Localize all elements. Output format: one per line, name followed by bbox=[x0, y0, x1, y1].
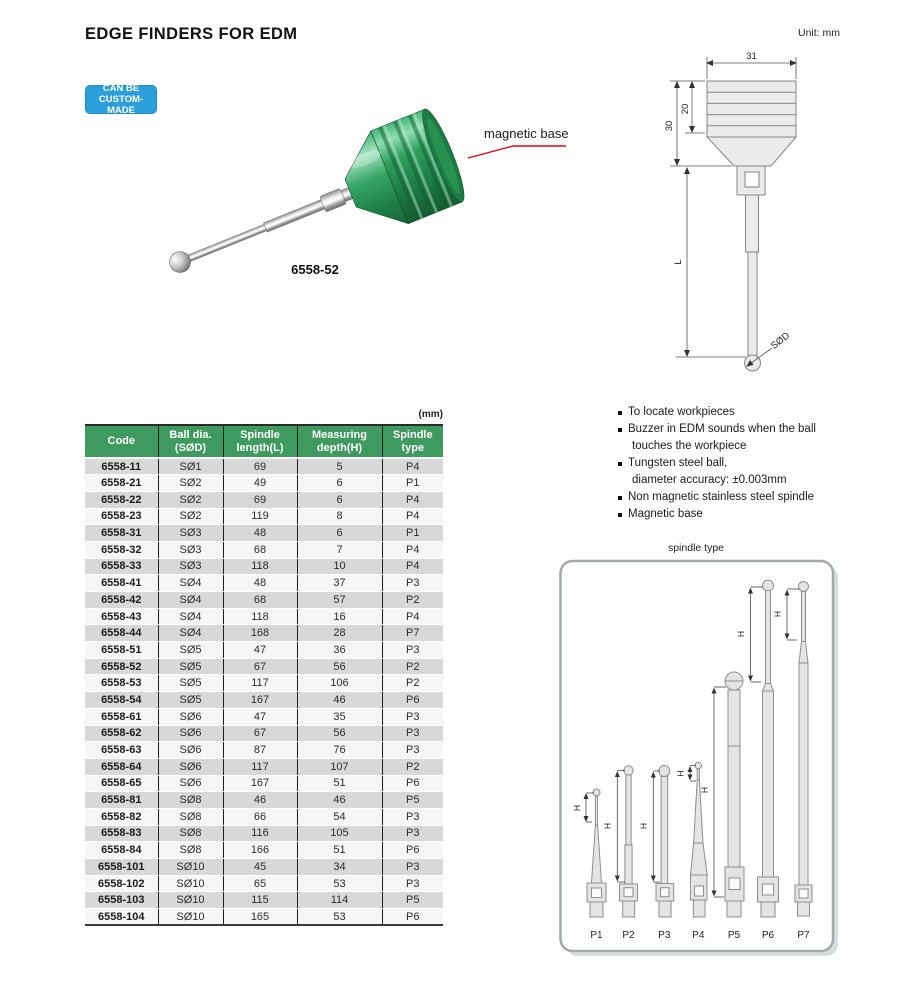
table-cell: P3 bbox=[382, 808, 443, 825]
drawing-ball bbox=[745, 355, 761, 371]
table-cell: SØ6 bbox=[158, 725, 223, 742]
spindle-label-p7: P7 bbox=[797, 930, 810, 941]
table-row bbox=[85, 692, 443, 709]
table-cell: 48 bbox=[223, 575, 297, 592]
badge-line1: CAN BE bbox=[102, 83, 140, 94]
table-cell: P4 bbox=[382, 541, 443, 558]
table-cell: 10 bbox=[297, 558, 382, 575]
table-cell: 118 bbox=[223, 558, 297, 575]
table-cell: 6558-44 bbox=[85, 625, 158, 642]
table-cell: SØ10 bbox=[158, 909, 223, 926]
bullet-square-icon bbox=[618, 513, 622, 517]
table-cell: 8 bbox=[297, 508, 382, 525]
spindle-label-p6: P6 bbox=[761, 930, 775, 941]
table-cell: 6558-42 bbox=[85, 592, 158, 609]
column-header: Ball dia. (SØD) bbox=[158, 425, 223, 458]
table-cell: 69 bbox=[223, 458, 297, 475]
table-cell: SØ4 bbox=[158, 608, 223, 625]
table-cell: SØ3 bbox=[158, 558, 223, 575]
table-cell: SØ2 bbox=[158, 475, 223, 492]
table-row bbox=[85, 892, 443, 909]
bullet-square-icon bbox=[618, 428, 622, 432]
feature-item: Non magnetic stainless steel spindle bbox=[618, 489, 896, 506]
table-cell: P2 bbox=[382, 675, 443, 692]
dimension-drawing bbox=[630, 45, 900, 385]
table-cell: 51 bbox=[297, 775, 382, 792]
table-row bbox=[85, 642, 443, 659]
bullet-square-icon bbox=[618, 496, 622, 500]
table-row bbox=[85, 758, 443, 775]
feature-item: Buzzer in EDM sounds when the ball touches the workpiece bbox=[618, 421, 896, 455]
table-row bbox=[85, 558, 443, 575]
drawing-base-body bbox=[707, 81, 796, 137]
table-cell: 6558-11 bbox=[85, 458, 158, 475]
table-cell: 5 bbox=[297, 458, 382, 475]
table-cell: 54 bbox=[297, 808, 382, 825]
bullet-square-icon bbox=[618, 411, 622, 415]
table-cell: SØ6 bbox=[158, 708, 223, 725]
table-row bbox=[85, 625, 443, 642]
table-cell: SØ10 bbox=[158, 859, 223, 876]
magnetic-base-callout: magnetic base bbox=[484, 126, 569, 141]
table-row bbox=[85, 541, 443, 558]
table-cell: 6558-53 bbox=[85, 675, 158, 692]
table-row bbox=[85, 675, 443, 692]
table-cell: 6558-23 bbox=[85, 508, 158, 525]
table-cell: P4 bbox=[382, 508, 443, 525]
table-cell: SØ4 bbox=[158, 625, 223, 642]
table-cell: 106 bbox=[297, 675, 382, 692]
table-cell: SØ8 bbox=[158, 792, 223, 809]
h-label-p5: H bbox=[699, 786, 710, 794]
table-cell: 6558-51 bbox=[85, 642, 158, 659]
table-cell: 167 bbox=[223, 692, 297, 709]
table-cell: 51 bbox=[297, 842, 382, 859]
table-cell: 6558-61 bbox=[85, 708, 158, 725]
table-cell: 6558-21 bbox=[85, 475, 158, 492]
spindle-type-panel bbox=[548, 535, 848, 965]
table-row bbox=[85, 508, 443, 525]
table-cell: P5 bbox=[382, 792, 443, 809]
table-cell: 68 bbox=[223, 592, 297, 609]
drawing-collar-window bbox=[745, 172, 759, 187]
dim-label-20: 20 bbox=[680, 103, 691, 115]
table-cell: 87 bbox=[223, 742, 297, 759]
spindle-label-p4: P4 bbox=[692, 930, 705, 941]
table-cell: P4 bbox=[382, 458, 443, 475]
table-cell: 36 bbox=[297, 642, 382, 659]
dim-label-31: 31 bbox=[746, 51, 757, 62]
table-cell: SØ8 bbox=[158, 842, 223, 859]
table-cell: 46 bbox=[297, 792, 382, 809]
unit-label: Unit: mm bbox=[798, 27, 840, 39]
table-cell: SØ8 bbox=[158, 825, 223, 842]
table-cell: 46 bbox=[223, 792, 297, 809]
table-cell: P3 bbox=[382, 708, 443, 725]
table-cell: 47 bbox=[223, 642, 297, 659]
table-cell: 6558-81 bbox=[85, 792, 158, 809]
h-label-p3: H bbox=[638, 822, 649, 830]
table-row bbox=[85, 842, 443, 859]
table-cell: 69 bbox=[223, 491, 297, 508]
feature-list bbox=[618, 404, 896, 523]
table-cell: 168 bbox=[223, 625, 297, 642]
table-cell: P6 bbox=[382, 775, 443, 792]
table-cell: 119 bbox=[223, 508, 297, 525]
table-cell: 6 bbox=[297, 491, 382, 508]
table-cell: 6 bbox=[297, 475, 382, 492]
table-cell: 6558-82 bbox=[85, 808, 158, 825]
table-cell: P1 bbox=[382, 525, 443, 542]
table-cell: 7 bbox=[297, 541, 382, 558]
table-cell: SØ3 bbox=[158, 541, 223, 558]
table-cell: P3 bbox=[382, 825, 443, 842]
feature-item: Tungsten steel ball, diameter accuracy: ±0.003mm bbox=[618, 455, 896, 489]
column-header: Code bbox=[85, 425, 158, 458]
page-title: EDGE FINDERS FOR EDM bbox=[85, 25, 298, 43]
table-head-row bbox=[85, 425, 443, 458]
table-cell: P4 bbox=[382, 558, 443, 575]
table-cell: 65 bbox=[223, 875, 297, 892]
table-cell: 167 bbox=[223, 775, 297, 792]
callout-leader-line bbox=[468, 146, 566, 158]
table-cell: 53 bbox=[297, 875, 382, 892]
spindle-label-p3: P3 bbox=[658, 930, 671, 941]
product-code-caption: 6558-52 bbox=[291, 262, 339, 277]
table-cell: 6558-101 bbox=[85, 859, 158, 876]
table-cell: 6558-63 bbox=[85, 742, 158, 759]
table-row bbox=[85, 658, 443, 675]
table-cell: 57 bbox=[297, 592, 382, 609]
table-cell: 6558-41 bbox=[85, 575, 158, 592]
table-row bbox=[85, 608, 443, 625]
table-cell: 6558-43 bbox=[85, 608, 158, 625]
table-cell: 67 bbox=[223, 725, 297, 742]
table-cell: 6 bbox=[297, 525, 382, 542]
table-cell: P6 bbox=[382, 692, 443, 709]
table-cell: 117 bbox=[223, 675, 297, 692]
table-cell: SØ2 bbox=[158, 491, 223, 508]
h-label-p7: H bbox=[772, 610, 783, 618]
table-cell: P2 bbox=[382, 592, 443, 609]
table-row bbox=[85, 458, 443, 475]
spindle-panel-title: spindle type bbox=[667, 542, 725, 554]
spindle-shaft-mid bbox=[263, 200, 324, 232]
dim-label-ball: SØD bbox=[768, 330, 792, 352]
table-cell: 166 bbox=[223, 842, 297, 859]
table-cell: SØ5 bbox=[158, 692, 223, 709]
h-label-p1: H bbox=[572, 804, 582, 812]
table-row bbox=[85, 475, 443, 492]
table-cell: P6 bbox=[382, 842, 443, 859]
table-cell: SØ10 bbox=[158, 875, 223, 892]
drawing-shaft-lower bbox=[748, 252, 757, 356]
table-cell: P4 bbox=[382, 608, 443, 625]
table-cell: 48 bbox=[223, 525, 297, 542]
table-cell: SØ10 bbox=[158, 892, 223, 909]
table-cell: SØ6 bbox=[158, 758, 223, 775]
table-cell: SØ6 bbox=[158, 742, 223, 759]
table-cell: 46 bbox=[297, 692, 382, 709]
table-cell: P4 bbox=[382, 491, 443, 508]
table-cell: SØ4 bbox=[158, 575, 223, 592]
table-cell: 114 bbox=[297, 892, 382, 909]
table-cell: 49 bbox=[223, 475, 297, 492]
table-body bbox=[85, 458, 443, 925]
table-cell: 6558-31 bbox=[85, 525, 158, 542]
h-label-p2: H bbox=[602, 822, 613, 830]
table-cell: P3 bbox=[382, 575, 443, 592]
table-unit-note: (mm) bbox=[418, 409, 443, 420]
table-cell: 6558-22 bbox=[85, 491, 158, 508]
feature-item: To locate workpieces bbox=[618, 404, 896, 421]
table-cell: SØ8 bbox=[158, 808, 223, 825]
table-cell: P6 bbox=[382, 909, 443, 926]
table-cell: 35 bbox=[297, 708, 382, 725]
table-cell: P3 bbox=[382, 725, 443, 742]
table-row bbox=[85, 725, 443, 742]
table-cell: SØ6 bbox=[158, 775, 223, 792]
table-cell: P3 bbox=[382, 742, 443, 759]
table-cell: 118 bbox=[223, 608, 297, 625]
drawing-base-taper bbox=[707, 137, 796, 166]
table-cell: P3 bbox=[382, 642, 443, 659]
table-cell: 6558-84 bbox=[85, 842, 158, 859]
drawing-shaft-upper bbox=[746, 195, 759, 252]
table-cell: 6558-52 bbox=[85, 658, 158, 675]
table-row bbox=[85, 575, 443, 592]
table-cell: P3 bbox=[382, 875, 443, 892]
table-cell: 16 bbox=[297, 608, 382, 625]
table-cell: 34 bbox=[297, 859, 382, 876]
table-cell: 105 bbox=[297, 825, 382, 842]
column-header: Spindle type bbox=[382, 425, 443, 458]
product-photo bbox=[110, 80, 610, 290]
dim-label-L: L bbox=[673, 259, 684, 265]
column-header: Measuring depth(H) bbox=[297, 425, 382, 458]
badge-line2: CUSTOM-MADE bbox=[98, 94, 144, 116]
table-cell: 6558-104 bbox=[85, 909, 158, 926]
table-cell: 47 bbox=[223, 708, 297, 725]
bullet-square-icon bbox=[618, 462, 622, 466]
table-cell: SØ5 bbox=[158, 675, 223, 692]
table-row bbox=[85, 909, 443, 926]
table-row bbox=[85, 775, 443, 792]
table-cell: 6558-103 bbox=[85, 892, 158, 909]
table-cell: 56 bbox=[297, 725, 382, 742]
h-label-p4: H bbox=[675, 770, 686, 777]
h-label-p6: H bbox=[736, 630, 746, 638]
table-cell: P1 bbox=[382, 475, 443, 492]
table-cell: 117 bbox=[223, 758, 297, 775]
table-cell: 6558-32 bbox=[85, 541, 158, 558]
table-cell: 37 bbox=[297, 575, 382, 592]
spindle-shaft-tip bbox=[188, 224, 267, 261]
contact-ball bbox=[166, 248, 193, 275]
table-cell: SØ5 bbox=[158, 658, 223, 675]
table-cell: 6558-83 bbox=[85, 825, 158, 842]
table-row bbox=[85, 808, 443, 825]
table-cell: 115 bbox=[223, 892, 297, 909]
table-cell: SØ3 bbox=[158, 525, 223, 542]
table-cell: SØ2 bbox=[158, 508, 223, 525]
table-row bbox=[85, 742, 443, 759]
table-cell: P5 bbox=[382, 892, 443, 909]
table-cell: 6558-64 bbox=[85, 758, 158, 775]
table-cell: 45 bbox=[223, 859, 297, 876]
table-row bbox=[85, 859, 443, 876]
table-cell: 56 bbox=[297, 658, 382, 675]
table-row bbox=[85, 825, 443, 842]
table-cell: 66 bbox=[223, 808, 297, 825]
table-row bbox=[85, 525, 443, 542]
table-cell: 6558-33 bbox=[85, 558, 158, 575]
table-cell: P7 bbox=[382, 625, 443, 642]
spindle-label-p1: P1 bbox=[590, 930, 603, 941]
table-cell: 116 bbox=[223, 825, 297, 842]
table-row bbox=[85, 792, 443, 809]
feature-item: Magnetic base bbox=[618, 506, 896, 523]
table-cell: 6558-54 bbox=[85, 692, 158, 709]
table-cell: P2 bbox=[382, 758, 443, 775]
table-cell: 107 bbox=[297, 758, 382, 775]
spindle-label-p2: P2 bbox=[622, 930, 635, 941]
table-row bbox=[85, 592, 443, 609]
table-row bbox=[85, 708, 443, 725]
table-cell: 68 bbox=[223, 541, 297, 558]
table-cell: 28 bbox=[297, 625, 382, 642]
table-cell: 6558-62 bbox=[85, 725, 158, 742]
table-cell: SØ5 bbox=[158, 642, 223, 659]
table-cell: P2 bbox=[382, 658, 443, 675]
spindle-label-p5: P5 bbox=[727, 930, 741, 941]
spec-table bbox=[85, 424, 443, 926]
table-cell: 53 bbox=[297, 909, 382, 926]
column-header: Spindle length(L) bbox=[223, 425, 297, 458]
table-cell: 165 bbox=[223, 909, 297, 926]
table-cell: 67 bbox=[223, 658, 297, 675]
table-cell: P3 bbox=[382, 859, 443, 876]
table-cell: SØ1 bbox=[158, 458, 223, 475]
table-cell: 6558-65 bbox=[85, 775, 158, 792]
table-row bbox=[85, 875, 443, 892]
table-cell: 76 bbox=[297, 742, 382, 759]
dim-label-30: 30 bbox=[664, 120, 675, 132]
table-cell: 6558-102 bbox=[85, 875, 158, 892]
table-row bbox=[85, 491, 443, 508]
table-cell: SØ4 bbox=[158, 592, 223, 609]
